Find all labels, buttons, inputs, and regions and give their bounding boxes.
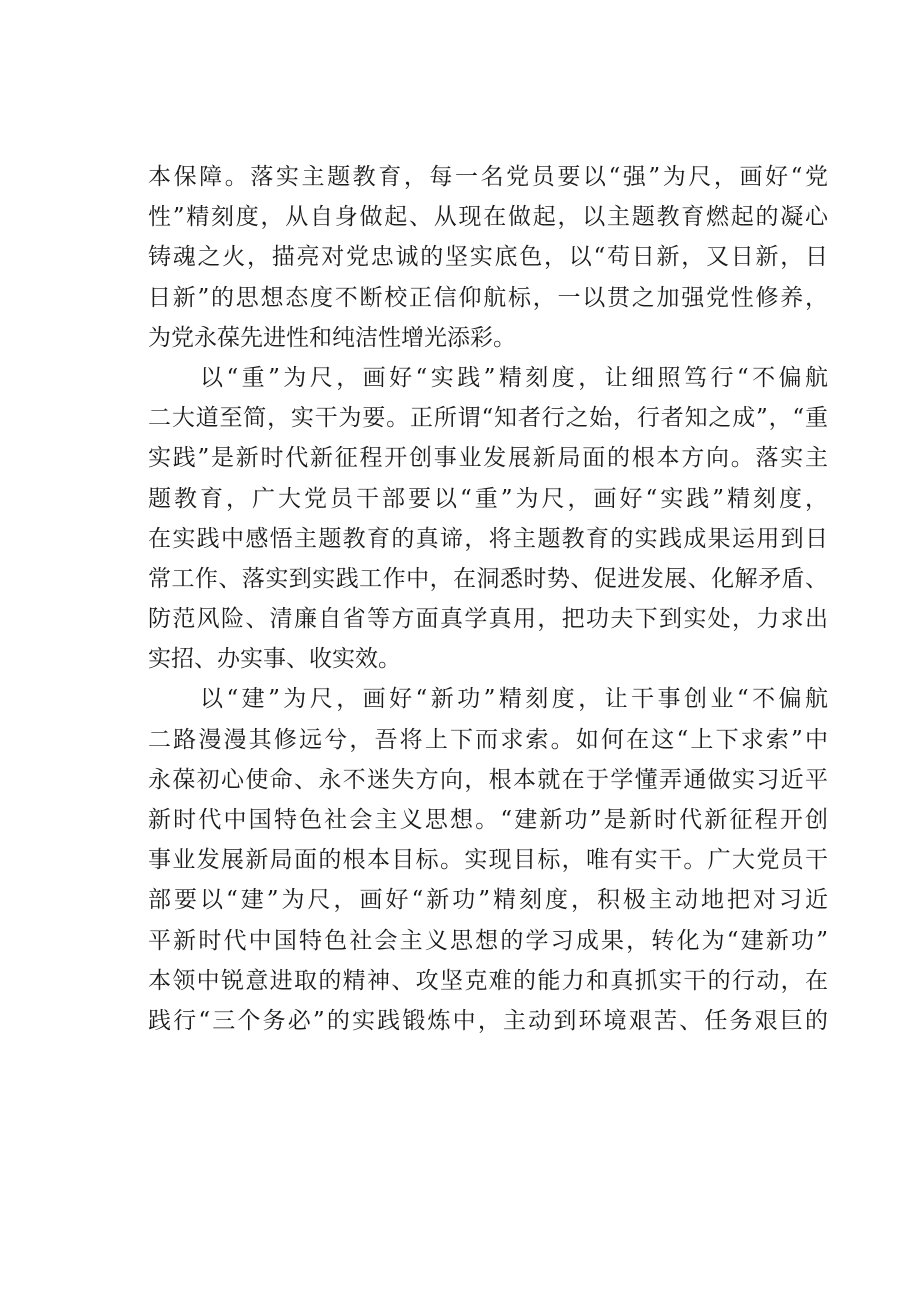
text-line: 永葆初心使命、永不迷失方向，根本就在于学懂弄通做实习近平 xyxy=(148,766,828,793)
text-line: 践行“三个务必”的实践锻炼中，主动到环境艰苦、任务艰巨的 xyxy=(148,1007,828,1034)
text-line: 题教育，广大党员干部要以“重”为尺，画好“实践”精刻度， xyxy=(148,485,828,512)
text-line: 二大道至简，实干为要。正所谓“知者行之始，行者知之成”，“重 xyxy=(148,405,828,432)
text-line: 本领中锐意进取的精神、攻坚克难的能力和真抓实干的行动，在 xyxy=(148,967,828,994)
text-line: 常工作、落实到实践工作中，在洞悉时势、促进发展、化解矛盾、 xyxy=(148,565,828,592)
text-line: 部要以“建”为尺，画好“新功”精刻度，积极主动地把对习近 xyxy=(148,887,828,914)
text-line: 为党永葆先进性和纯洁性增光添彩。 xyxy=(148,324,516,351)
text-line: 实践”是新时代新征程开创事业发展新局面的根本方向。落实主 xyxy=(148,445,828,472)
text-line: 防范风险、清廉自省等方面真学真用，把功夫下到实处，力求出 xyxy=(148,606,828,633)
text-line: 新时代中国特色社会主义思想。“建新功”是新时代新征程开创 xyxy=(148,807,828,833)
text-line: 平新时代中国特色社会主义思想的学习成果，转化为“建新功” xyxy=(148,927,828,954)
text-line: 性”精刻度，从自身做起、从现在做起，以主题教育燃起的凝心 xyxy=(148,204,828,231)
text-line: 在实践中感悟主题教育的真谛，将主题教育的实践成果运用到日 xyxy=(148,525,828,552)
paragraph-first-line: 以“建”为尺，画好“新功”精刻度，让干事创业“不偏航 xyxy=(200,686,828,713)
text-line: 本保障。落实主题教育，每一名党员要以“强”为尺，画好“党 xyxy=(148,164,828,190)
paragraph-first-line: 以“重”为尺，画好“实践”精刻度，让细照笃行“不偏航 xyxy=(200,364,828,391)
text-line: 事业发展新局面的根本目标。实现目标，唯有实干。广大党员干 xyxy=(148,847,828,874)
text-line: 铸魂之火，描亮对党忠诚的坚实底色，以“苟日新，又日新，日 xyxy=(148,244,828,271)
text-line: 实招、办实事、收实效。 xyxy=(148,646,401,673)
document-body xyxy=(148,157,828,1041)
text-line: 日新”的思想态度不断校正信仰航标，一以贯之加强党性修养， xyxy=(148,284,828,311)
text-line: 二路漫漫其修远兮，吾将上下而求索。如何在这“上下求索”中 xyxy=(148,726,828,753)
